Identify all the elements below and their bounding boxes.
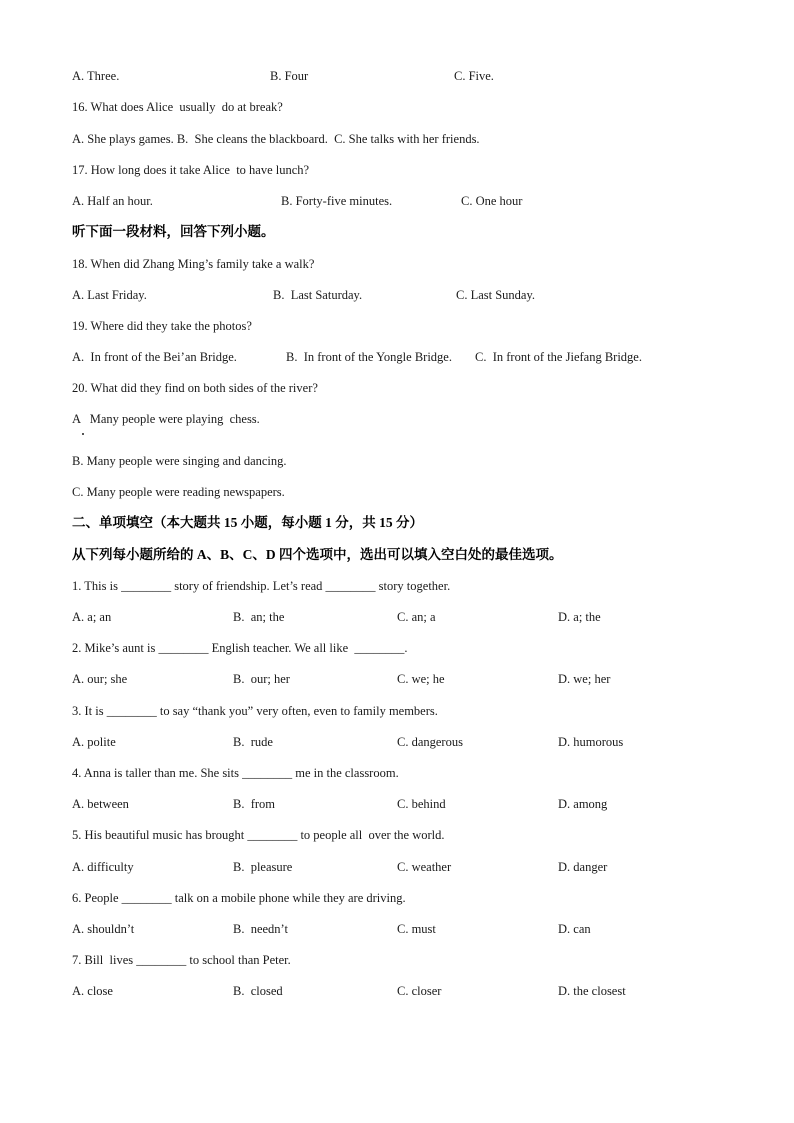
mc-q1-option-d: D. a; the (558, 610, 601, 624)
mc-q6-option-d: D. can (558, 922, 591, 936)
mc-q5-stem: 5. His beautiful music has brought ________ to people all over the world. (72, 828, 445, 842)
mc-q3-option-c: C. dangerous (397, 735, 463, 749)
mc-q3-option-a: A. polite (72, 735, 116, 749)
mc-q6-stem: 6. People ________ talk on a mobile phone while they are driving. (72, 891, 406, 905)
mc-q3-option-b: B. rude (233, 735, 273, 749)
q18-option-a: A. Last Friday. (72, 288, 147, 302)
mc-q4-option-b: B. from (233, 797, 276, 811)
mc-q5-option-b: B. pleasure (233, 860, 293, 874)
mc-q4-option-c: C. behind (397, 797, 446, 811)
mc-q7-option-c: C. closer (397, 984, 442, 998)
mc-q2-option-a: A. our; she (72, 672, 128, 686)
mc-q1-option-b: B. an; the (233, 610, 285, 624)
mc-q2-option-d: D. we; her (558, 672, 611, 686)
mc-q5-option-a: A. difficulty (72, 860, 134, 874)
q20-option-b: B. Many people were singing and dancing. (72, 454, 287, 468)
mc-q5-option-d: D. danger (558, 860, 608, 874)
q15-option-c: C. Five. (454, 69, 494, 83)
q18-option-c: C. Last Sunday. (456, 288, 536, 302)
section2-instruction: 从下列每小题所给的 A、B、C、D 四个选项中，选出可以填入空白处的最佳选项。 (72, 547, 563, 562)
q20-question: 20. What did they find on both sides of the river? (72, 381, 318, 395)
q19-option-c: C. In front of the Jiefang Bridge. (475, 350, 642, 364)
q18-option-b: B. Last Saturday. (273, 288, 363, 302)
mc-q6-option-c: C. must (397, 922, 436, 936)
q16-question: 16. What does Alice usually do at break? (72, 100, 283, 114)
mc-q6-option-b: B. needn’t (233, 922, 288, 936)
listening-instruction: 听下面一段材料，回答下列小题。 (72, 224, 275, 239)
stray-dot (82, 433, 84, 435)
section2-heading: 二、单项填空（本大题共 15 小题，每小题 1 分，共 15 分） (72, 515, 423, 530)
mc-q7-stem: 7. Bill lives ________ to school than Peter. (72, 953, 291, 967)
mc-q7-option-d: D. the closest (558, 984, 626, 998)
mc-q2-stem: 2. Mike’s aunt is ________ English teacher. We all like ________. (72, 641, 408, 655)
mc-q4-option-a: A. between (72, 797, 129, 811)
q18-question: 18. When did Zhang Ming’s family take a walk? (72, 257, 315, 271)
q20-option-a: A Many people were playing chess. (72, 412, 260, 426)
q17-option-c: C. One hour (461, 194, 523, 208)
q17-option-a: A. Half an hour. (72, 194, 153, 208)
q19-option-b: B. In front of the Yongle Bridge. (286, 350, 452, 364)
q19-question: 19. Where did they take the photos? (72, 319, 252, 333)
mc-q1-option-c: C. an; a (397, 610, 436, 624)
mc-q1-stem: 1. This is ________ story of friendship. Let’s read ________ story together. (72, 579, 451, 593)
mc-q3-stem: 3. It is ________ to say “thank you” very often, even to family members. (72, 704, 438, 718)
q17-question: 17. How long does it take Alice to have lunch? (72, 163, 310, 177)
mc-q5-option-c: C. weather (397, 860, 452, 874)
mc-q2-option-b: B. our; her (233, 672, 290, 686)
q19-option-a: A. In front of the Bei’an Bridge. (72, 350, 237, 364)
mc-q4-option-d: D. among (558, 797, 608, 811)
mc-q6-option-a: A. shouldn’t (72, 922, 135, 936)
q15-option-a: A. Three. (72, 69, 120, 83)
q15-option-b: B. Four (270, 69, 309, 83)
mc-q4-stem: 4. Anna is taller than me. She sits ________ me in the classroom. (72, 766, 399, 780)
mc-q7-option-a: A. close (72, 984, 113, 998)
mc-q2-option-c: C. we; he (397, 672, 445, 686)
mc-q7-option-b: B. closed (233, 984, 283, 998)
q16-options: A. She plays games. B. She cleans the blackboard. C. She talks with her friends. (72, 132, 480, 146)
mc-q1-option-a: A. a; an (72, 610, 112, 624)
q20-option-c: C. Many people were reading newspapers. (72, 485, 285, 499)
mc-q3-option-d: D. humorous (558, 735, 624, 749)
q17-option-b: B. Forty-five minutes. (281, 194, 393, 208)
